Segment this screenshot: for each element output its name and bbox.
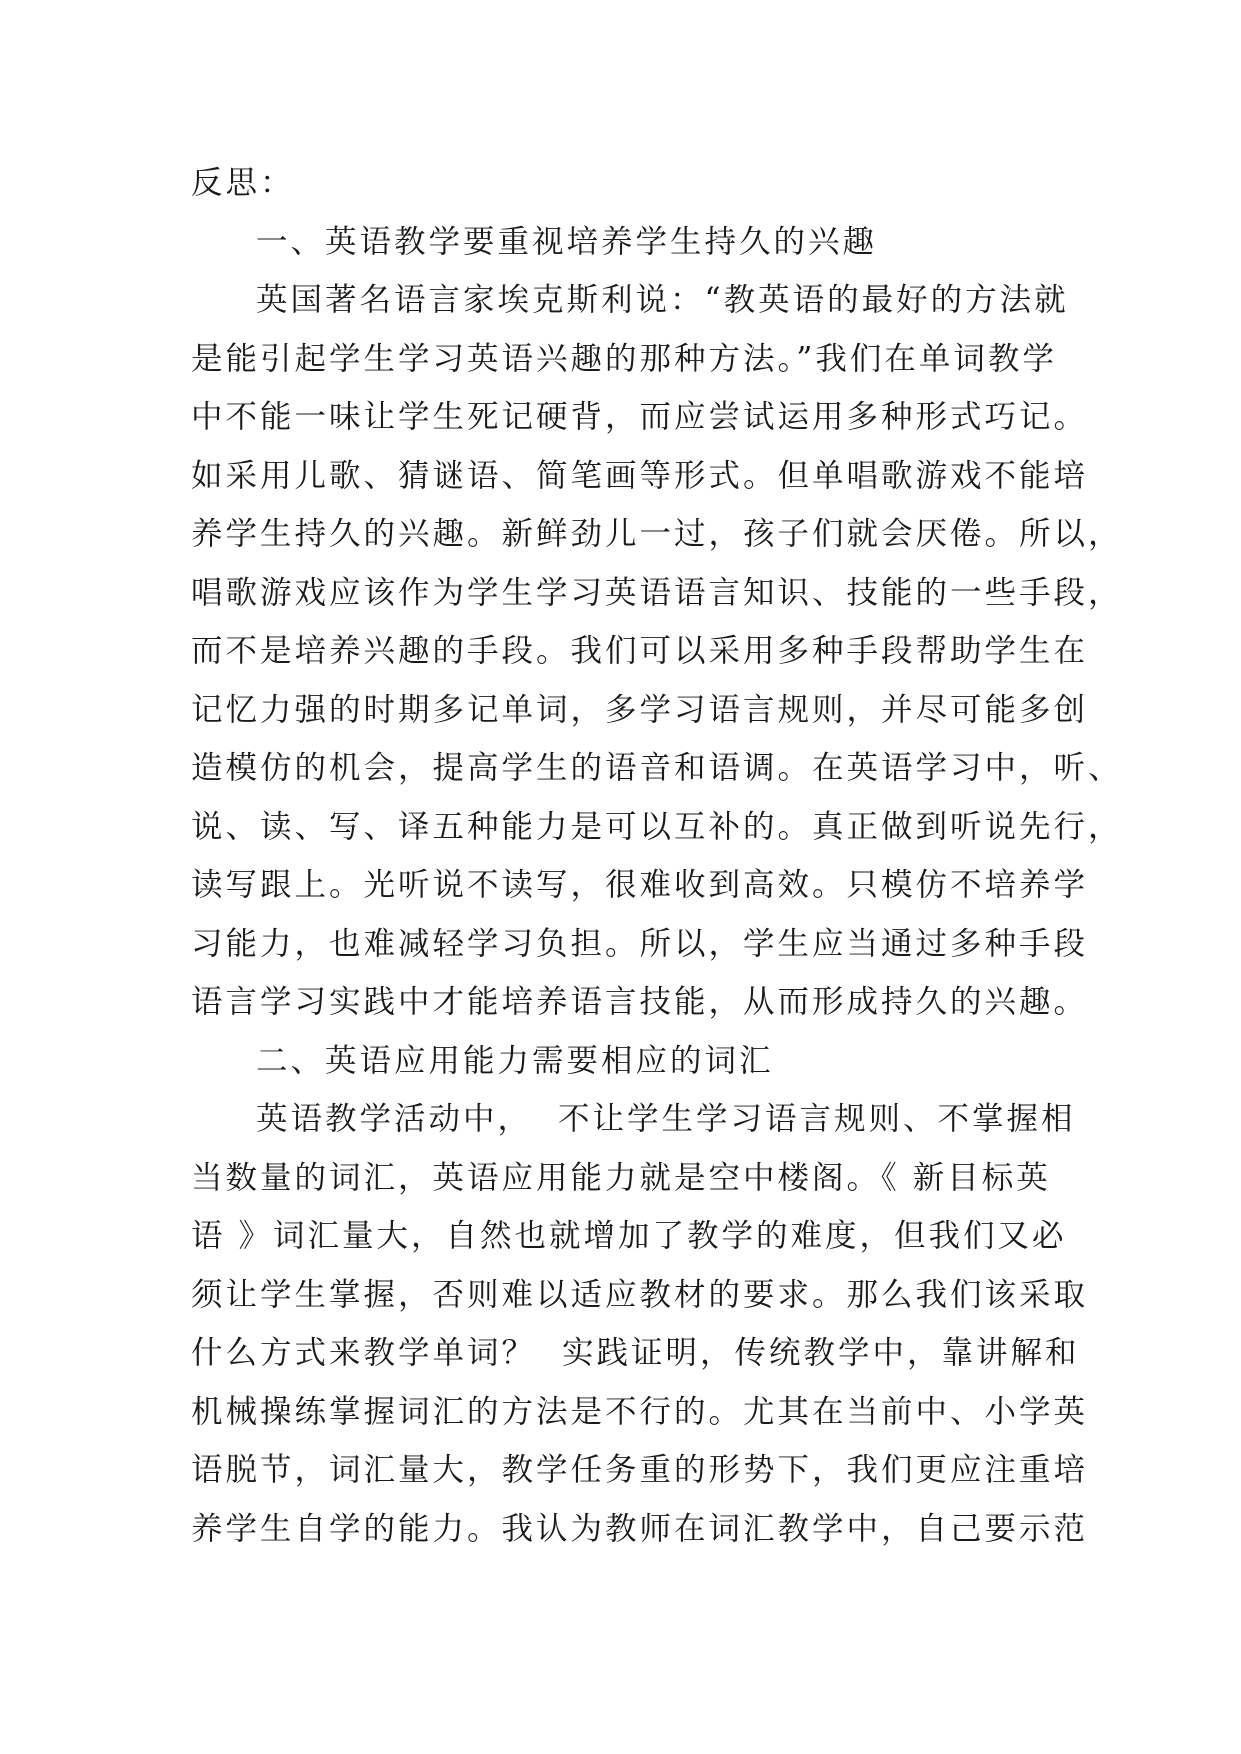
text-line: 养学生自学的能力。我认为教师在词汇教学中，自己要示范 — [191, 1510, 1089, 1547]
text-line: 语脱节，词汇量大，教学任务重的形势下，我们更应注重培 — [191, 1452, 1089, 1488]
text-line: 说、读、写、译五种能力是可以互补的。真正做到听说先行， — [191, 808, 1123, 845]
text-line: 英国著名语言家埃克斯利说：“教英语的最好的方法就 — [256, 282, 1069, 318]
text-line: 反思： — [191, 165, 295, 201]
text-line: 须让学生掌握，否则难以适应教材的要求。那么我们该采取 — [191, 1276, 1089, 1313]
text-line: 当数量的词汇，英语应用能力就是空中楼阁。《 新目标英 — [191, 1159, 1051, 1196]
text-line: 如采用儿歌、猜谜语、简笔画等形式。但单唱歌游戏不能培 — [191, 457, 1089, 494]
text-line: 记忆力强的时期多记单词，多学习语言规则，并尽可能多创 — [191, 691, 1089, 728]
text-line: 唱歌游戏应该作为学生学习英语语言知识、技能的一些手段， — [191, 574, 1123, 611]
text-line: 语 》词汇量大，自然也就增加了教学的难度，但我们又必 — [191, 1218, 1067, 1254]
text-line: 而不是培养兴趣的手段。我们可以采用多种手段帮助学生在 — [191, 633, 1089, 669]
text-line: 语言学习实践中才能培养语言技能，从而形成持久的兴趣。 — [191, 984, 1089, 1020]
text-line: 造模仿的机会，提高学生的语音和语调。在英语学习中，听、 — [191, 750, 1123, 786]
text-line: 读写跟上。光听说不读写，很难收到高效。只模仿不培养学 — [191, 867, 1089, 903]
text-line: 中不能一味让学生死记硬背，而应尝试运用多种形式巧记。 — [191, 399, 1089, 435]
text-line: 二、英语应用能力需要相应的词汇 — [256, 1042, 774, 1079]
text-line: 英语教学活动中， 不让学生学习语言规则、不掌握相 — [256, 1101, 1076, 1137]
text-line: 养学生持久的兴趣。新鲜劲儿一过，孩子们就会厌倦。所以， — [191, 516, 1123, 552]
text-line: 一、英语教学要重视培养学生持久的兴趣 — [256, 223, 878, 260]
text-line: 是能引起学生学习英语兴趣的那种方法。”我们在单词教学 — [191, 340, 1057, 377]
text-line: 什么方式来教学单词？ 实践证明，传统教学中，靠讲解和 — [191, 1335, 1080, 1371]
text-line: 机械操练掌握词汇的方法是不行的。尤其在当前中、小学英 — [191, 1393, 1089, 1430]
text-line: 习能力，也难减轻学习负担。所以，学生应当通过多种手段 — [191, 925, 1089, 962]
document-body — [191, 154, 1123, 1558]
